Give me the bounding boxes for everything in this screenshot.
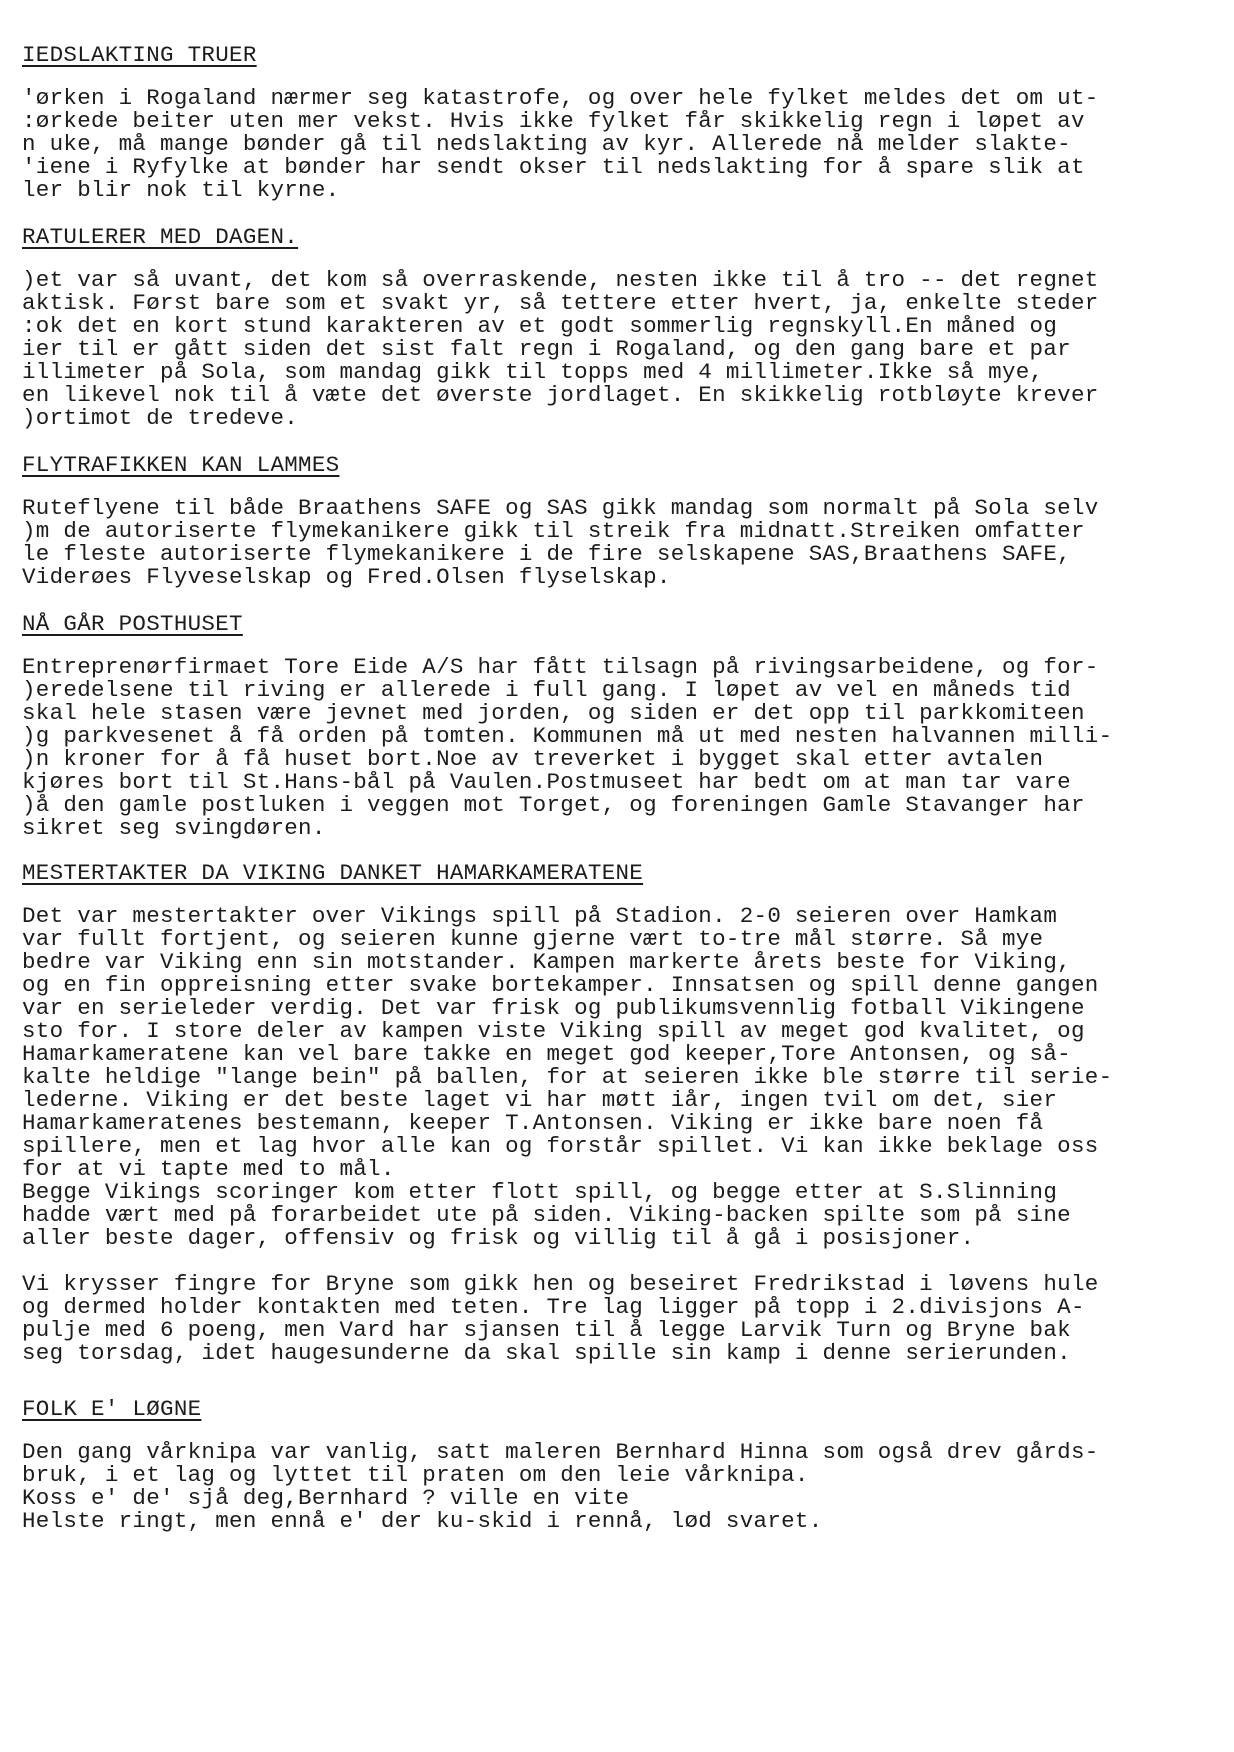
text-line: illimeter på Sola, som mandag gikk til topps med 4 millimeter.Ikke så mye, xyxy=(22,359,1044,385)
text-line: spillere, men et lag hvor alle kan og forstår spillet. Vi kan ikke beklage oss xyxy=(22,1133,1099,1159)
text-line: :ørkede beiter uten mer vekst. Hvis ikke fylket får skikkelig regn i løpet av xyxy=(22,108,1085,134)
text-line: kalte heldige "lange bein" på ballen, for at seieren ikke ble større til serie- xyxy=(22,1064,1113,1090)
text-line: :ok det en kort stund karakteren av et godt sommerlig regnskyll.En måned og xyxy=(22,313,1058,339)
text-line: hadde vært med på forarbeidet ute på siden. Viking-backen spilte som på sine xyxy=(22,1202,1071,1228)
text-line: pulje med 6 poeng, men Vard har sjansen til å legge Larvik Turn og Bryne bak xyxy=(22,1317,1071,1343)
text-line: var en serieleder verdig. Det var frisk og publikumsvennlig fotball Vikingene xyxy=(22,995,1085,1021)
text-line: ler blir nok til kyrne. xyxy=(22,177,340,203)
section-heading: FOLK E' LØGNE xyxy=(22,1396,202,1422)
text-line: )ortimot de tredeve. xyxy=(22,405,299,431)
text-line: )eredelsene til riving er allerede i full gang. I løpet av vel en måneds tid xyxy=(22,677,1071,703)
text-line: Det var mestertakter over Vikings spill på Stadion. 2-0 seieren over Hamkam xyxy=(22,903,1058,929)
text-line: seg torsdag, idet haugesunderne da skal spille sin kamp i denne serierunden. xyxy=(22,1340,1071,1366)
text-line: bruk, i et lag og lyttet til praten om den leie vårknipa. xyxy=(22,1462,809,1488)
text-line: ier til er gått siden det sist falt regn i Rogaland, og den gang bare et par xyxy=(22,336,1071,362)
text-line: )m de autoriserte flymekanikere gikk til streik fra midnatt.Streiken omfatter xyxy=(22,518,1085,544)
text-line: aktisk. Først bare som et svakt yr, så tettere etter hvert, ja, enkelte steder xyxy=(22,290,1099,316)
text-line: aller beste dager, offensiv og frisk og villig til å gå i posisjoner. xyxy=(22,1225,975,1251)
text-line: Hamarkameratene kan vel bare takke en meget god keeper,Tore Antonsen, og så- xyxy=(22,1041,1071,1067)
text-line: for at vi tapte med to mål. xyxy=(22,1156,395,1182)
text-line: )å den gamle postluken i veggen mot Torget, og foreningen Gamle Stavanger har xyxy=(22,792,1085,818)
text-line: Helste ringt, men ennå e' der ku-skid i rennå, lød svaret. xyxy=(22,1508,823,1534)
text-line: lederne. Viking er det beste laget vi har møtt iår, ingen tvil om det, sier xyxy=(22,1087,1058,1113)
text-line: 'iene i Ryfylke at bønder har sendt okser til nedslakting for å spare slik at xyxy=(22,154,1085,180)
text-line: og en fin oppreisning etter svake bortekamper. Innsatsen og spill denne gangen xyxy=(22,972,1099,998)
text-line: )et var så uvant, det kom så overraskende, nesten ikke til å tro -- det regnet xyxy=(22,267,1099,293)
text-line: en likevel nok til å væte det øverste jordlaget. En skikkelig rotbløyte krever xyxy=(22,382,1099,408)
text-line: Den gang vårknipa var vanlig, satt maleren Bernhard Hinna som også drev gårds- xyxy=(22,1439,1099,1465)
text-line: kjøres bort til St.Hans-bål på Vaulen.Postmuseet har bedt om at man tar vare xyxy=(22,769,1071,795)
text-line: sto for. I store deler av kampen viste Viking spill av meget god kvalitet, og xyxy=(22,1018,1085,1044)
section-heading: MESTERTAKTER DA VIKING DANKET HAMARKAMERATENE xyxy=(22,860,644,886)
text-line: skal hele stasen være jevnet med jorden, og siden er det opp til parkkomiteen xyxy=(22,700,1085,726)
text-line: og dermed holder kontakten med teten. Tre lag ligger på topp i 2.divisjons A- xyxy=(22,1294,1085,1320)
text-line: Hamarkameratenes bestemann, keeper T.Antonsen. Viking er ikke bare noen få xyxy=(22,1110,1044,1136)
text-line: Viderøes Flyveselskap og Fred.Olsen flyselskap. xyxy=(22,564,671,590)
text-line: le fleste autoriserte flymekanikere i de fire selskapene SAS,Braathens SAFE, xyxy=(22,541,1071,567)
text-line: Entreprenørfirmaet Tore Eide A/S har fått tilsagn på rivingsarbeidene, og for- xyxy=(22,654,1099,680)
section-heading: NÅ GÅR POSTHUSET xyxy=(22,611,243,637)
text-line: )n kroner for å få huset bort.Noe av treverket i bygget skal etter avtalen xyxy=(22,746,1044,772)
text-line: 'ørken i Rogaland nærmer seg katastrofe, og over hele fylket meldes det om ut- xyxy=(22,85,1099,111)
text-line: Ruteflyene til både Braathens SAFE og SAS gikk mandag som normalt på Sola selv xyxy=(22,495,1099,521)
text-line: Begge Vikings scoringer kom etter flott spill, og begge etter at S.Slinning xyxy=(22,1179,1058,1205)
section-heading: RATULERER MED DAGEN. xyxy=(22,224,299,250)
text-line: Vi krysser fingre for Bryne som gikk hen og beseiret Fredrikstad i løvens hule xyxy=(22,1271,1099,1297)
section-heading: IEDSLAKTING TRUER xyxy=(22,42,257,68)
text-line: bedre var Viking enn sin motstander. Kampen markerte årets beste for Viking, xyxy=(22,949,1071,975)
text-line: )g parkvesenet å få orden på tomten. Kommunen må ut med nesten halvannen milli- xyxy=(22,723,1113,749)
text-line: var fullt fortjent, og seieren kunne gjerne vært to-tre mål større. Så mye xyxy=(22,926,1044,952)
text-line: n uke, må mange bønder gå til nedslakting av kyr. Allerede nå melder slakte- xyxy=(22,131,1071,157)
text-line: Koss e' de' sjå deg,Bernhard ? ville en vite xyxy=(22,1485,630,1511)
text-line: sikret seg svingdøren. xyxy=(22,815,326,841)
section-heading: FLYTRAFIKKEN KAN LAMMES xyxy=(22,452,340,478)
